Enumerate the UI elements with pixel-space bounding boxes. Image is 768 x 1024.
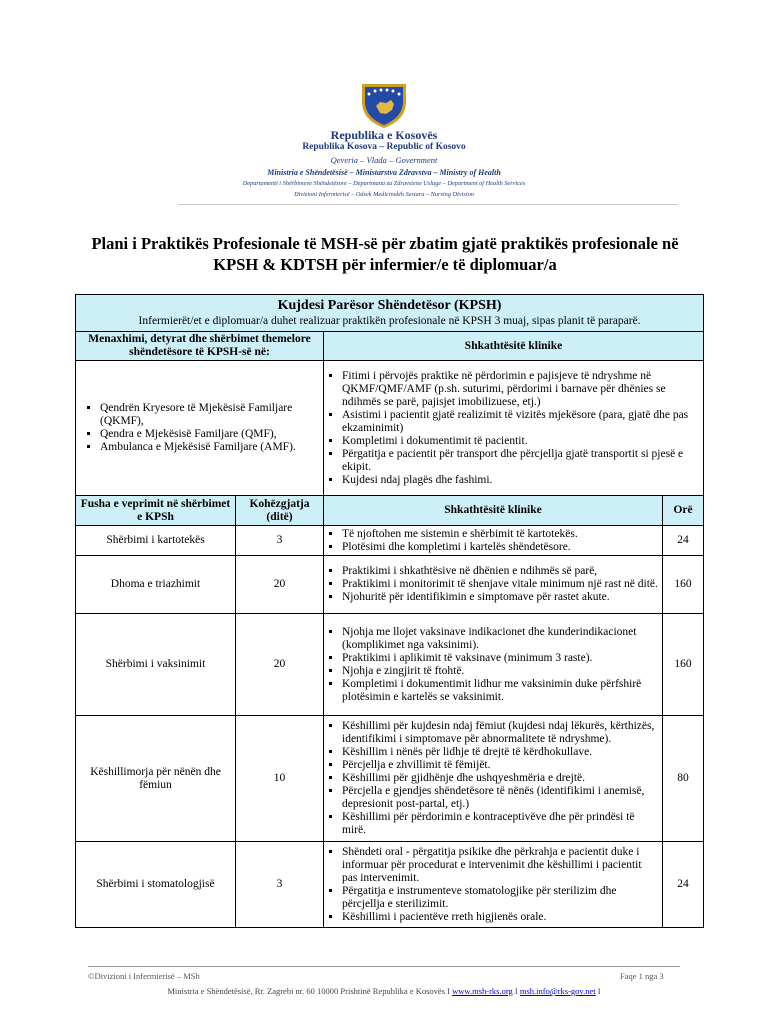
duration-cell: 10 — [236, 716, 324, 842]
skills-cell — [324, 842, 663, 928]
hours-cell: 24 — [663, 526, 704, 556]
header-divider — [178, 204, 678, 205]
email-link[interactable]: msh.info@rks-gov.net — [519, 986, 596, 996]
institutions-cell — [76, 361, 324, 496]
header-republic-alt: Republika Kosova – Republic of Kosovo — [302, 142, 466, 152]
section-subtitle: Infermierët/et e diplomuar/a duhet realizuar praktikën profesionale në KPSH 3 muaj, sipas planit të paraparë. — [138, 315, 641, 327]
website-link[interactable]: www.msh-rks.org — [452, 986, 513, 996]
field-cell: Dhoma e triazhimit — [76, 556, 236, 614]
list-item: ▪ Praktikimi i shkathtësive në dhënien e ndihmës së parë, — [342, 565, 658, 578]
institutions-list — [86, 402, 319, 454]
hours-cell: 80 — [663, 716, 704, 842]
skills-cell — [324, 614, 663, 716]
list-item: ▪ Ambulanca e Mjekësisë Familjare (AMF). — [100, 441, 319, 454]
footer-copyright: ©Divizioni i Infermierisë – MSh — [88, 971, 200, 981]
list-item: ▪ Qendrën Kryesore të Mjekësisë Familjare (QKMF), — [100, 402, 319, 428]
field-cell: Këshillimorja për nënën dhe fëmiun — [76, 716, 236, 842]
list-item: ▪ Këshillimi i pacientëve rreth higjienës orale. — [342, 911, 658, 924]
footer-divider — [88, 966, 680, 967]
footer-page-number: Faqe 1 nga 3 — [620, 971, 664, 981]
header-government: Qeveria – Vlada – Government — [330, 155, 438, 165]
list-item: ▪ Përcjella e gjendjes shëndetësore të nënës (identifikimi i anemisë, depresionit post-partal, etj.) — [342, 785, 658, 811]
list-item: ▪ Këshillimi për gjidhënje dhe ushqyeshmëria e drejtë. — [342, 772, 658, 785]
list-item: ▪ Shëndeti oral - përgatitja psikike dhe përkrahja e pacientit duke i informuar për procedurat e intervenimit dhe këshillimi i pacientit pas intervenimit. — [342, 846, 658, 885]
list-item: ▪ Përgatitja e instrumenteve stomatologjike për sterilizim dhe përcjellja e sterilizimit. — [342, 885, 658, 911]
list-item: ▪ Këshillimi për përdorimin e kontraceptivëve dhe për prindësi të mirë. — [342, 811, 658, 837]
mgmt-header: Menaxhimi, detyrat dhe shërbimet themelore shëndetësore të KPSH-së në: — [76, 332, 324, 361]
list-item: ▪ Këshillimi për kujdesin ndaj fëmiut (kujdesi ndaj lëkurës, kërthizës, identifikimi i simptomave për abnormalitete të ndryshme). — [342, 720, 658, 746]
header-department: Departamenti i Shërbimeve Shëndetësore – Departmana za Zdravstene Usluge – Department of Health Services — [242, 180, 526, 187]
hours-cell: 160 — [663, 556, 704, 614]
table-row — [76, 716, 704, 842]
column-header-row — [76, 496, 704, 526]
list-item: ▪ Kompletimi i dokumentimit lidhur me vaksinimin duke përfshirë plotësimin e kartelës se vaksinimit. — [342, 678, 658, 704]
mgmt-header-row — [76, 332, 704, 361]
table-row — [76, 614, 704, 716]
list-item: ▪ Kujdesi ndaj plagës dhe fashimi. — [342, 474, 699, 487]
header-republic: Republika e Kosovës — [330, 128, 438, 142]
list-item: ▪ Plotësimi dhe kompletimi i kartelës shëndetësore. — [342, 541, 658, 554]
hours-cell: 160 — [663, 614, 704, 716]
table-row — [76, 556, 704, 614]
skills-cell — [324, 716, 663, 842]
page-title-line1: Plani i Praktikës Profesionale të MSH-së për zbatim gjatë praktikës profesionale në — [91, 234, 679, 253]
footer-address-line — [0, 986, 768, 996]
list-item: ▪ Kompletimi i dokumentimit të pacientit. — [342, 435, 699, 448]
hours-cell: 24 — [663, 842, 704, 928]
list-item: ▪ Praktikimi i monitorimit të shenjave vitale minimum një rast në ditë. — [342, 578, 658, 591]
general-skills-list — [328, 370, 699, 487]
col-header-hours: Orë — [663, 496, 704, 526]
duration-cell: 20 — [236, 556, 324, 614]
footer-address: Ministria e Shëndetësisë, Rr. Zagrebi nr. 60 10000 Prishtinë Republika e Kosovës — [167, 986, 446, 996]
list-item: ▪ Njohuritë për identifikimin e simptomave për rastet akute. — [342, 591, 658, 604]
skills-list — [328, 846, 658, 924]
col-header-duration: Kohëzgjatja (ditë) — [236, 496, 324, 526]
skills-cell — [324, 526, 663, 556]
footer-separator: I — [595, 986, 601, 996]
list-item: ▪ Qendra e Mjekësisë Familjare (QMF), — [100, 428, 319, 441]
list-item: ▪ Fitimi i përvojës praktike në përdorimin e pajisjeve të ndryshme në QKMF/QMF/AMF (p.sh. suturimi, përdorimi i barnave për dhënies se ndihmës se parë, pajisjet imobilizuese, etj.) — [342, 370, 699, 409]
practice-plan-table — [75, 294, 704, 928]
skills-list — [328, 528, 658, 554]
table-row — [76, 842, 704, 928]
list-item: ▪ Njohja e zingjirit të ftohtë. — [342, 665, 658, 678]
skills-cell — [324, 556, 663, 614]
field-cell: Shërbimi i vaksinimit — [76, 614, 236, 716]
table-body — [76, 526, 704, 928]
section-title: Kujdesi Parësor Shëndetësor (KPSH) — [277, 298, 502, 313]
coat-of-arms-icon — [356, 80, 412, 130]
field-cell: Shërbimi i kartotekës — [76, 526, 236, 556]
table-row — [76, 526, 704, 556]
footer-separator: I — [445, 986, 453, 996]
general-skills-cell — [324, 361, 704, 496]
col-header-field: Fusha e veprimit në shërbimet e KPSh — [76, 496, 236, 526]
duration-cell: 3 — [236, 526, 324, 556]
field-cell: Shërbimi i stomatologjisë — [76, 842, 236, 928]
general-row — [76, 361, 704, 496]
list-item: ▪ Të njoftohen me sistemin e shërbimit të kartotekës. — [342, 528, 658, 541]
skills-list — [328, 565, 658, 604]
section-header-row — [76, 295, 704, 332]
page-title-line2: KPSH & KDTSH për infermier/e të diplomuar/a — [213, 255, 557, 274]
list-item: ▪ Përcjellja e zhvillimit të fëmijët. — [342, 759, 658, 772]
section-header-cell — [76, 295, 704, 332]
header-division: Divizioni Infermierisë – Odsek Medicinskih Sestara – Nursing Division — [294, 191, 474, 198]
list-item: ▪ Përgatitja e pacientit për transport dhe përcjellja gjatë transportit si pjesë e ekipit. — [342, 448, 699, 474]
duration-cell: 20 — [236, 614, 324, 716]
list-item: ▪ Këshillim i nënës për lidhje të drejtë të kërdhokullave. — [342, 746, 658, 759]
skills-header: Shkathtësitë klinike — [324, 332, 704, 361]
list-item: ▪ Praktikimi i aplikimit të vaksinave (minimum 3 raste). — [342, 652, 658, 665]
skills-list — [328, 626, 658, 704]
header-ministry: Ministria e Shëndetësisë – Ministarstva Zdravstva – Ministry of Health — [267, 168, 501, 177]
list-item: ▪ Asistimi i pacientit gjatë realizimit të vizitës mjekësore (para, gjatë dhe pas ekzaminimit) — [342, 409, 699, 435]
col-header-skills: Shkathtësitë klinike — [324, 496, 663, 526]
footer-separator: I — [512, 986, 520, 996]
list-item: ▪ Njohja me llojet vaksinave indikacionet dhe kunderindikacionet (komplikimet nga vaksinimi). — [342, 626, 658, 652]
duration-cell: 3 — [236, 842, 324, 928]
skills-list — [328, 720, 658, 837]
